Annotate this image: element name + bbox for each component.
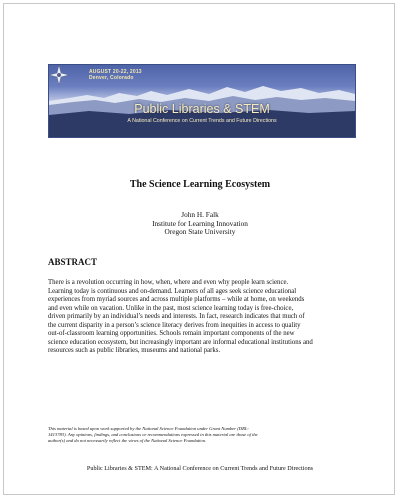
abstract-heading: ABSTRACT: [48, 257, 98, 267]
abstract-line: out-of-classroom learning opportunities. Schools remain important components of the new: [48, 330, 295, 337]
funding-note-line: 1413783). Any opinions, findings, and conclusions or recommendations expressed in this material are those of the: [48, 432, 258, 437]
page-footer: Public Libraries & STEM: A National Conference on Current Trends and Future Directions: [86, 465, 314, 472]
conference-banner: [48, 64, 356, 138]
author-university: Oregon State University: [164, 227, 236, 237]
author-institution: Institute for Learning Innovation: [152, 218, 248, 228]
document-title: The Science Learning Ecosystem: [129, 179, 271, 190]
banner-subtitle: A National Conference on Current Trends and Future Directions: [127, 118, 277, 124]
abstract-line: and even while on vacation. Unlike in the past, most science learning today is free-choice,: [48, 304, 294, 312]
author-block: [0, 211, 400, 237]
abstract-line: There is a revolution occurring in how, when, where and even why people learn science.: [48, 279, 289, 286]
abstract-line: experiences from myriad sources and across multiple platforms – while at home, on weekends: [48, 296, 305, 303]
abstract-line: the current disparity in a person’s science literacy derives from inequities in access to quality: [48, 321, 301, 329]
abstract-line: driven primarily by an individual’s needs and interests. In fact, research indicates that much of: [48, 313, 305, 320]
banner-date: AUGUST 20-22, 2013: [89, 69, 142, 75]
funding-note: [48, 426, 358, 444]
abstract-line: Learning today is continuous and on-demand. Learners of all ages seek science educational: [48, 287, 297, 295]
funding-note-line: author(s) and do not necessarily reflect the views of the National Science Foundation.: [48, 438, 207, 443]
banner-title: Public Libraries & STEM: [134, 102, 270, 116]
funding-note-line: This material is based upon work supported by the National Science Foundation under Grant Number (DRL-: [48, 426, 249, 431]
banner-location: Denver, Colorado: [89, 75, 134, 81]
banner-date-location: [89, 69, 142, 81]
abstract-line: resources such as public libraries, museums and national parks.: [48, 347, 221, 354]
abstract-body: [48, 279, 356, 356]
abstract-line: science education ecosystem, but increasingly important are informal educational institutions and: [48, 338, 313, 346]
author-name: John H. Falk: [181, 210, 219, 219]
compass-rose-icon: [49, 65, 69, 85]
